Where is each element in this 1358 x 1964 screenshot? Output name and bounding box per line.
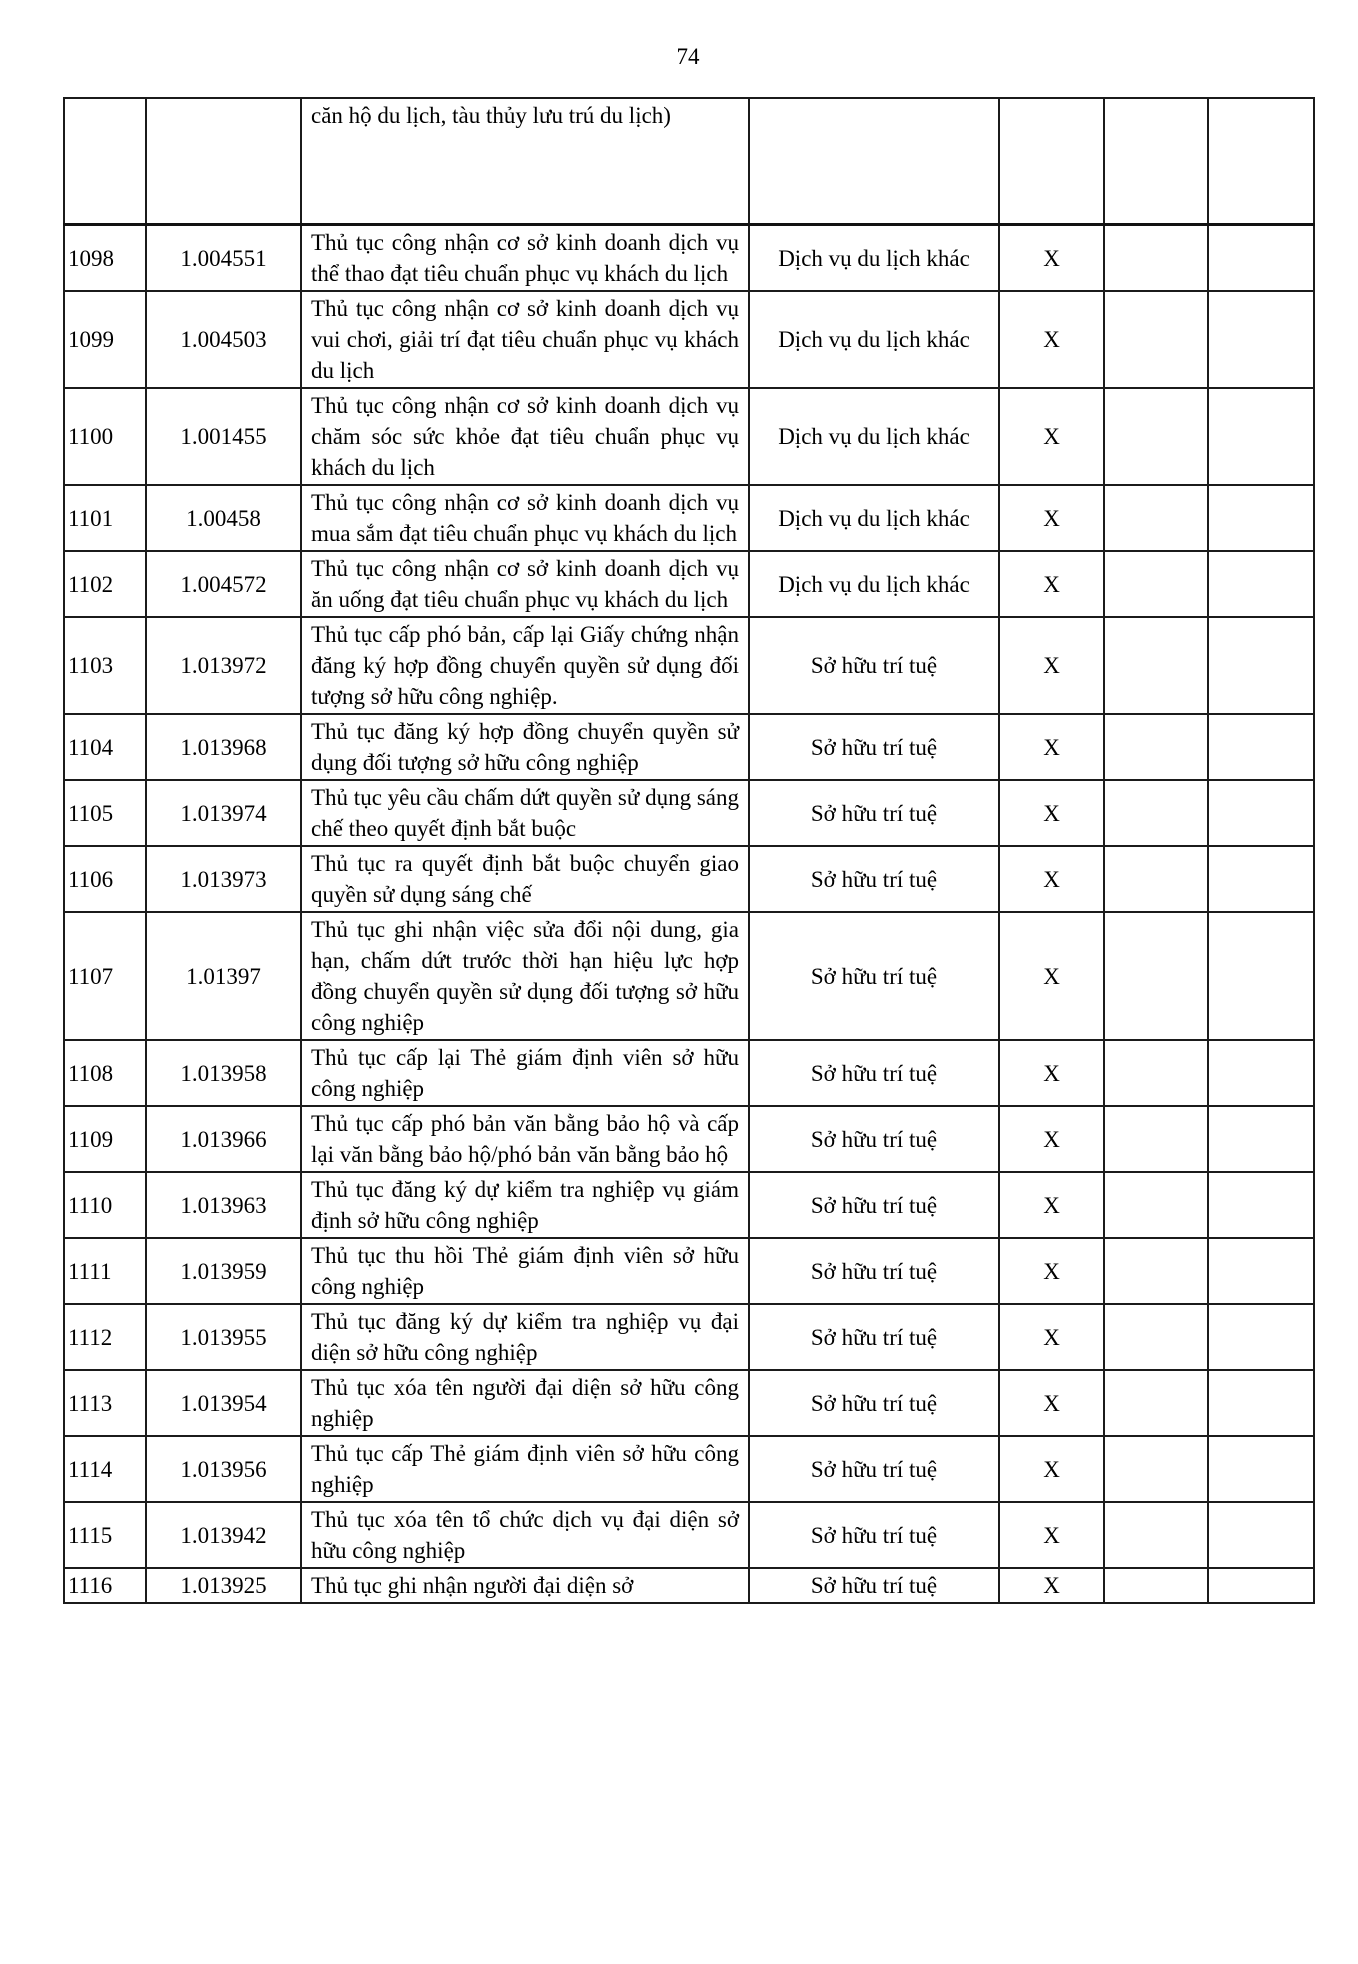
mark-cell: X [999, 1370, 1104, 1436]
empty-cell-2 [1208, 291, 1314, 388]
code-cell: 1.013966 [146, 1106, 301, 1172]
empty-cell-2 [1208, 714, 1314, 780]
category-cell: Sở hữu trí tuệ [749, 1172, 999, 1238]
procedures-table [63, 97, 1315, 1604]
procedure-name-cell: Thủ tục xóa tên người đại diện sở hữu công nghiệp [301, 1370, 749, 1436]
empty-cell-2 [1208, 485, 1314, 551]
empty-cell-2 [1208, 1172, 1314, 1238]
procedure-name-cell: Thủ tục cấp phó bản văn bằng bảo hộ và cấp lại văn bằng bảo hộ/phó bản văn bằng bảo hộ [301, 1106, 749, 1172]
empty-cell-1 [1104, 485, 1208, 551]
code-cell: 1.004572 [146, 551, 301, 617]
table-row [64, 1502, 1314, 1568]
empty-cell-1 [1104, 1568, 1208, 1603]
procedure-name-cell: Thủ tục công nhận cơ sở kinh doanh dịch vụ ăn uống đạt tiêu chuẩn phục vụ khách du lịch [301, 551, 749, 617]
mark-cell: X [999, 912, 1104, 1040]
category-cell: Dịch vụ du lịch khác [749, 551, 999, 617]
procedure-name-cell: Thủ tục ghi nhận người đại diện sở [301, 1568, 749, 1603]
mark-cell: X [999, 1436, 1104, 1502]
empty-cell-2 [1208, 551, 1314, 617]
empty-cell-2 [1208, 617, 1314, 714]
table-row [64, 912, 1314, 1040]
procedure-name-cell: Thủ tục đăng ký dự kiểm tra nghiệp vụ đại diện sở hữu công nghiệp [301, 1304, 749, 1370]
row-number-cell: 1111 [64, 1238, 146, 1304]
row-number-cell: 1114 [64, 1436, 146, 1502]
procedure-name-cell: Thủ tục ghi nhận việc sửa đổi nội dung, gia hạn, chấm dứt trước thời hạn hiệu lực hợp đồng chuyển quyền sử dụng đối tượng sở hữu công nghiệp [301, 912, 749, 1040]
category-cell: Sở hữu trí tuệ [749, 617, 999, 714]
mark-cell: X [999, 617, 1104, 714]
row-number-cell: 1115 [64, 1502, 146, 1568]
procedure-name-cell: Thủ tục cấp Thẻ giám định viên sở hữu công nghiệp [301, 1436, 749, 1502]
page-number: 74 [676, 44, 700, 69]
empty-cell-1 [1104, 1304, 1208, 1370]
row-number-cell: 1110 [64, 1172, 146, 1238]
table-row [64, 1304, 1314, 1370]
empty-cell-2 [1208, 98, 1314, 225]
procedure-name-cell: Thủ tục thu hồi Thẻ giám định viên sở hữu công nghiệp [301, 1238, 749, 1304]
mark-cell: X [999, 291, 1104, 388]
category-cell: Sở hữu trí tuệ [749, 780, 999, 846]
mark-cell [999, 98, 1104, 225]
category-cell: Dịch vụ du lịch khác [749, 225, 999, 292]
table-row [64, 780, 1314, 846]
row-number-cell: 1116 [64, 1568, 146, 1603]
code-cell: 1.004503 [146, 291, 301, 388]
empty-cell-1 [1104, 551, 1208, 617]
row-number-cell: 1108 [64, 1040, 146, 1106]
procedure-name-cell: Thủ tục công nhận cơ sở kinh doanh dịch vụ thể thao đạt tiêu chuẩn phục vụ khách du lịch [301, 225, 749, 292]
mark-cell: X [999, 1040, 1104, 1106]
procedure-name-cell: Thủ tục yêu cầu chấm dứt quyền sử dụng sáng chế theo quyết định bắt buộc [301, 780, 749, 846]
row-number-cell [64, 98, 146, 225]
row-number-cell: 1102 [64, 551, 146, 617]
empty-cell-2 [1208, 1040, 1314, 1106]
procedure-name-cell: Thủ tục đăng ký hợp đồng chuyển quyền sử dụng đối tượng sở hữu công nghiệp [301, 714, 749, 780]
procedure-name-cell: Thủ tục cấp lại Thẻ giám định viên sở hữu công nghiệp [301, 1040, 749, 1106]
empty-cell-1 [1104, 1436, 1208, 1502]
empty-cell-2 [1208, 1502, 1314, 1568]
mark-cell: X [999, 1238, 1104, 1304]
code-cell: 1.013972 [146, 617, 301, 714]
table-row [64, 98, 1314, 225]
code-cell: 1.013925 [146, 1568, 301, 1603]
empty-cell-1 [1104, 1238, 1208, 1304]
procedure-name-cell: Thủ tục công nhận cơ sở kinh doanh dịch vụ mua sắm đạt tiêu chuẩn phục vụ khách du lịch [301, 485, 749, 551]
empty-cell-1 [1104, 225, 1208, 292]
code-cell: 1.013974 [146, 780, 301, 846]
row-number-cell: 1103 [64, 617, 146, 714]
code-cell: 1.013973 [146, 846, 301, 912]
procedure-name-cell: Thủ tục công nhận cơ sở kinh doanh dịch vụ vui chơi, giải trí đạt tiêu chuẩn phục vụ khách du lịch [301, 291, 749, 388]
table-row [64, 1040, 1314, 1106]
empty-cell-2 [1208, 1304, 1314, 1370]
table-row [64, 1106, 1314, 1172]
mark-cell: X [999, 485, 1104, 551]
category-cell: Dịch vụ du lịch khác [749, 291, 999, 388]
empty-cell-1 [1104, 1172, 1208, 1238]
code-cell: 1.013968 [146, 714, 301, 780]
empty-cell-1 [1104, 1040, 1208, 1106]
table-row [64, 1436, 1314, 1502]
code-cell: 1.013954 [146, 1370, 301, 1436]
empty-cell-1 [1104, 291, 1208, 388]
table-row [64, 1370, 1314, 1436]
table-row [64, 225, 1314, 292]
mark-cell: X [999, 1172, 1104, 1238]
empty-cell-1 [1104, 1370, 1208, 1436]
code-cell: 1.013955 [146, 1304, 301, 1370]
category-cell: Dịch vụ du lịch khác [749, 388, 999, 485]
table-row [64, 714, 1314, 780]
table-row [64, 551, 1314, 617]
category-cell: Sở hữu trí tuệ [749, 1106, 999, 1172]
empty-cell-2 [1208, 846, 1314, 912]
mark-cell: X [999, 1502, 1104, 1568]
mark-cell: X [999, 225, 1104, 292]
code-cell: 1.00458 [146, 485, 301, 551]
row-number-cell: 1107 [64, 912, 146, 1040]
table-row [64, 291, 1314, 388]
procedure-name-cell: Thủ tục cấp phó bản, cấp lại Giấy chứng nhận đăng ký hợp đồng chuyển quyền sử dụng đối tượng sở hữu công nghiệp. [301, 617, 749, 714]
code-cell: 1.013959 [146, 1238, 301, 1304]
table-row [64, 846, 1314, 912]
empty-cell-1 [1104, 714, 1208, 780]
procedure-name-cell: Thủ tục xóa tên tổ chức dịch vụ đại diện sở hữu công nghiệp [301, 1502, 749, 1568]
code-cell: 1.013963 [146, 1172, 301, 1238]
empty-cell-1 [1104, 912, 1208, 1040]
empty-cell-1 [1104, 1502, 1208, 1568]
row-number-cell: 1104 [64, 714, 146, 780]
table-body [64, 98, 1314, 1603]
code-cell [146, 98, 301, 225]
category-cell: Sở hữu trí tuệ [749, 1304, 999, 1370]
category-cell: Sở hữu trí tuệ [749, 1238, 999, 1304]
document-page [0, 44, 1358, 1964]
table-row [64, 1172, 1314, 1238]
mark-cell: X [999, 1568, 1104, 1603]
code-cell: 1.004551 [146, 225, 301, 292]
empty-cell-2 [1208, 388, 1314, 485]
category-cell [749, 98, 999, 225]
category-cell: Sở hữu trí tuệ [749, 846, 999, 912]
table-row [64, 617, 1314, 714]
category-cell: Dịch vụ du lịch khác [749, 485, 999, 551]
row-number-cell: 1112 [64, 1304, 146, 1370]
mark-cell: X [999, 388, 1104, 485]
empty-cell-2 [1208, 1568, 1314, 1603]
category-cell: Sở hữu trí tuệ [749, 1040, 999, 1106]
mark-cell: X [999, 714, 1104, 780]
table-row [64, 388, 1314, 485]
row-number-cell: 1105 [64, 780, 146, 846]
mark-cell: X [999, 846, 1104, 912]
empty-cell-1 [1104, 846, 1208, 912]
category-cell: Sở hữu trí tuệ [749, 1436, 999, 1502]
procedure-name-cell: Thủ tục đăng ký dự kiểm tra nghiệp vụ giám định sở hữu công nghiệp [301, 1172, 749, 1238]
empty-cell-1 [1104, 388, 1208, 485]
empty-cell-2 [1208, 912, 1314, 1040]
category-cell: Sở hữu trí tuệ [749, 1568, 999, 1603]
row-number-cell: 1100 [64, 388, 146, 485]
empty-cell-1 [1104, 617, 1208, 714]
row-number-cell: 1101 [64, 485, 146, 551]
category-cell: Sở hữu trí tuệ [749, 714, 999, 780]
empty-cell-1 [1104, 1106, 1208, 1172]
procedure-name-cell: căn hộ du lịch, tàu thủy lưu trú du lịch) [301, 98, 749, 225]
row-number-cell: 1113 [64, 1370, 146, 1436]
code-cell: 1.01397 [146, 912, 301, 1040]
empty-cell-2 [1208, 1370, 1314, 1436]
code-cell: 1.001455 [146, 388, 301, 485]
procedure-name-cell: Thủ tục công nhận cơ sở kinh doanh dịch vụ chăm sóc sức khỏe đạt tiêu chuẩn phục vụ khách du lịch [301, 388, 749, 485]
row-number-cell: 1106 [64, 846, 146, 912]
category-cell: Sở hữu trí tuệ [749, 912, 999, 1040]
mark-cell: X [999, 551, 1104, 617]
mark-cell: X [999, 1106, 1104, 1172]
table-row [64, 1568, 1314, 1603]
empty-cell-2 [1208, 780, 1314, 846]
empty-cell-1 [1104, 98, 1208, 225]
code-cell: 1.013942 [146, 1502, 301, 1568]
empty-cell-2 [1208, 1436, 1314, 1502]
empty-cell-2 [1208, 1106, 1314, 1172]
empty-cell-2 [1208, 1238, 1314, 1304]
table-row [64, 1238, 1314, 1304]
table-row [64, 485, 1314, 551]
row-number-cell: 1099 [64, 291, 146, 388]
row-number-cell: 1109 [64, 1106, 146, 1172]
empty-cell-2 [1208, 225, 1314, 292]
code-cell: 1.013956 [146, 1436, 301, 1502]
empty-cell-1 [1104, 780, 1208, 846]
category-cell: Sở hữu trí tuệ [749, 1370, 999, 1436]
procedure-name-cell: Thủ tục ra quyết định bắt buộc chuyển giao quyền sử dụng sáng chế [301, 846, 749, 912]
category-cell: Sở hữu trí tuệ [749, 1502, 999, 1568]
mark-cell: X [999, 780, 1104, 846]
code-cell: 1.013958 [146, 1040, 301, 1106]
mark-cell: X [999, 1304, 1104, 1370]
row-number-cell: 1098 [64, 225, 146, 292]
